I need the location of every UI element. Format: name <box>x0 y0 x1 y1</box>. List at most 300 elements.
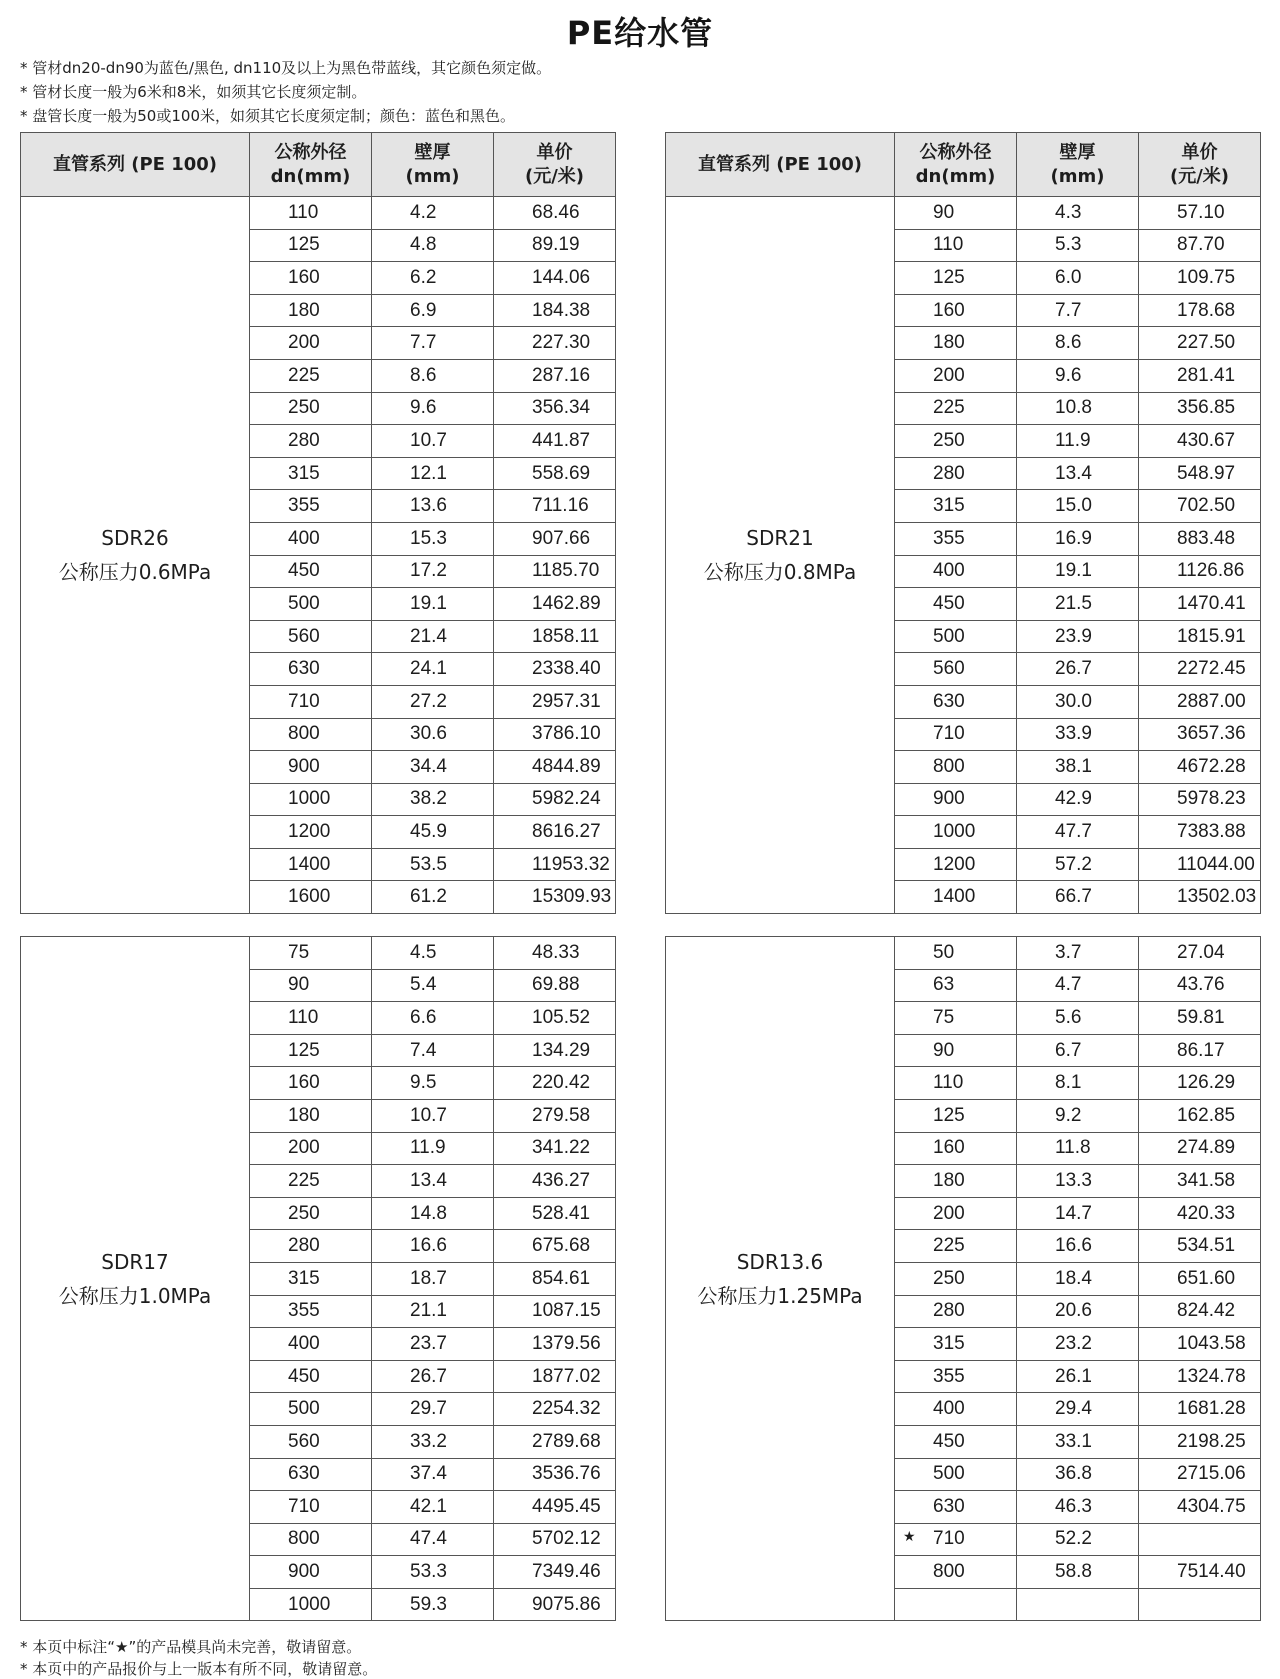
dn-cell: 110 <box>895 1067 1017 1100</box>
price-cell: 1043.58 <box>1139 1328 1261 1361</box>
wall-cell: 42.9 <box>1017 783 1139 816</box>
wall-cell: 30.0 <box>1017 685 1139 718</box>
price-cell: 1815.91 <box>1139 620 1261 653</box>
price-cell: 1681.28 <box>1139 1393 1261 1426</box>
header-price-line2: (元/米) <box>1169 165 1230 187</box>
wall-cell: 30.6 <box>372 718 494 751</box>
price-cell: 8616.27 <box>494 816 616 849</box>
price-cell: 162.85 <box>1139 1099 1261 1132</box>
price-cell: 534.51 <box>1139 1230 1261 1263</box>
wall-cell: 23.7 <box>372 1328 494 1361</box>
wall-cell: 47.7 <box>1017 816 1139 849</box>
note-line: * 盘管长度一般为50或100米，如须其它长度须定制；颜色：蓝色和黑色。 <box>20 107 515 125</box>
dn-cell: 160 <box>895 294 1017 327</box>
price-cell: 711.16 <box>494 490 616 523</box>
dn-cell: 225 <box>250 359 372 392</box>
price-cell: 178.68 <box>1139 294 1261 327</box>
wall-cell: 37.4 <box>372 1458 494 1491</box>
dn-cell: 630 <box>895 685 1017 718</box>
dn-cell: 75 <box>895 1002 1017 1035</box>
price-cell: 287.16 <box>494 359 616 392</box>
wall-cell: 5.4 <box>372 969 494 1002</box>
wall-cell: 58.8 <box>1017 1556 1139 1589</box>
wall-cell: 29.7 <box>372 1393 494 1426</box>
dn-cell: 200 <box>895 1197 1017 1230</box>
wall-cell: 15.3 <box>372 522 494 555</box>
wall-cell: 47.4 <box>372 1523 494 1556</box>
price-cell: 1185.70 <box>494 555 616 588</box>
wall-cell: 10.7 <box>372 425 494 458</box>
table-row <box>666 937 1261 970</box>
wall-cell: 13.3 <box>1017 1165 1139 1198</box>
table-row <box>666 197 1261 230</box>
price-cell: 1858.11 <box>494 620 616 653</box>
wall-cell: 66.7 <box>1017 881 1139 914</box>
wall-cell: 19.1 <box>372 588 494 621</box>
dn-cell: 250 <box>250 392 372 425</box>
dn-cell: 225 <box>895 392 1017 425</box>
dn-cell: 1400 <box>895 881 1017 914</box>
header-price-line2: (元/米) <box>524 165 585 187</box>
dn-cell: 160 <box>895 1132 1017 1165</box>
price-cell: 824.42 <box>1139 1295 1261 1328</box>
star-icon: ★ <box>903 1528 916 1545</box>
header-wall-line1: 壁厚 <box>1059 141 1096 163</box>
price-cell: 883.48 <box>1139 522 1261 555</box>
dn-cell: 250 <box>250 1197 372 1230</box>
price-cell: 68.46 <box>494 197 616 230</box>
price-cell: 341.58 <box>1139 1165 1261 1198</box>
price-cell: 86.17 <box>1139 1034 1261 1067</box>
series-label <box>21 197 250 914</box>
page-title: PE给水管 <box>566 14 714 52</box>
wall-cell: 16.6 <box>1017 1230 1139 1263</box>
price-cell: 144.06 <box>494 262 616 295</box>
wall-cell: 4.5 <box>372 937 494 970</box>
dn-cell: 125 <box>895 1099 1017 1132</box>
header-dn <box>250 133 372 197</box>
wall-cell: 8.1 <box>1017 1067 1139 1100</box>
price-cell: 1087.15 <box>494 1295 616 1328</box>
dn-cell: 125 <box>250 1034 372 1067</box>
pressure-label: 公称压力1.0MPa <box>58 1283 212 1308</box>
wall-cell: 23.2 <box>1017 1328 1139 1361</box>
header-wall-line1: 壁厚 <box>414 141 451 163</box>
dn-cell: 900 <box>895 783 1017 816</box>
wall-cell: 16.6 <box>372 1230 494 1263</box>
dn-cell: 90 <box>895 197 1017 230</box>
wall-cell: 12.1 <box>372 457 494 490</box>
series-label <box>21 937 250 1621</box>
wall-cell: 4.7 <box>1017 969 1139 1002</box>
price-cell: 5982.24 <box>494 783 616 816</box>
wall-cell: 13.4 <box>372 1165 494 1198</box>
price-cell: 4844.89 <box>494 751 616 784</box>
wall-cell: 29.4 <box>1017 1393 1139 1426</box>
dn-cell: 110 <box>250 197 372 230</box>
price-cell: 134.29 <box>494 1034 616 1067</box>
wall-cell: 4.2 <box>372 197 494 230</box>
wall-cell: 5.6 <box>1017 1002 1139 1035</box>
dn-cell: 200 <box>895 359 1017 392</box>
price-cell <box>1139 1588 1261 1621</box>
price-cell: 528.41 <box>494 1197 616 1230</box>
wall-cell: 6.0 <box>1017 262 1139 295</box>
wall-cell: 20.6 <box>1017 1295 1139 1328</box>
price-cell: 2789.68 <box>494 1425 616 1458</box>
dn-cell: 250 <box>895 1262 1017 1295</box>
wall-cell: 6.6 <box>372 1002 494 1035</box>
price-cell: 4495.45 <box>494 1491 616 1524</box>
dn-cell: 800 <box>895 1556 1017 1589</box>
price-table-sdr13-6 <box>665 936 1261 1621</box>
price-cell: 4672.28 <box>1139 751 1261 784</box>
dn-cell: 1600 <box>250 881 372 914</box>
wall-cell: 34.4 <box>372 751 494 784</box>
price-cell: 1462.89 <box>494 588 616 621</box>
price-cell: 227.50 <box>1139 327 1261 360</box>
dn-cell: 315 <box>895 490 1017 523</box>
wall-cell: 4.3 <box>1017 197 1139 230</box>
wall-cell: 27.2 <box>372 685 494 718</box>
dn-cell: 500 <box>895 620 1017 653</box>
wall-cell <box>1017 1588 1139 1621</box>
sdr-label: SDR13.6 <box>736 1249 824 1274</box>
dn-cell: 560 <box>250 1425 372 1458</box>
sdr-label: SDR21 <box>746 526 814 551</box>
header-dn-line2: dn(mm) <box>915 165 996 187</box>
dn-cell: 900 <box>250 1556 372 1589</box>
header-price-line1: 单价 <box>536 141 573 163</box>
price-cell: 2338.40 <box>494 653 616 686</box>
wall-cell: 14.8 <box>372 1197 494 1230</box>
dn-cell: 500 <box>250 588 372 621</box>
price-cell: 558.69 <box>494 457 616 490</box>
wall-cell: 33.2 <box>372 1425 494 1458</box>
dn-cell: 630 <box>895 1491 1017 1524</box>
dn-cell: 180 <box>250 1099 372 1132</box>
price-cell: 854.61 <box>494 1262 616 1295</box>
price-cell: 1324.78 <box>1139 1360 1261 1393</box>
price-cell: 220.42 <box>494 1067 616 1100</box>
price-cell: 2198.25 <box>1139 1425 1261 1458</box>
dn-cell: 450 <box>250 1360 372 1393</box>
price-cell: 3657.36 <box>1139 718 1261 751</box>
price-cell: 126.29 <box>1139 1067 1261 1100</box>
note-line: * 管材长度一般为6米和8米，如须其它长度须定制。 <box>20 83 367 101</box>
wall-cell: 15.0 <box>1017 490 1139 523</box>
dn-cell: 110 <box>895 229 1017 262</box>
wall-cell: 9.2 <box>1017 1099 1139 1132</box>
dn-cell: 400 <box>895 1393 1017 1426</box>
price-cell: 11953.32 <box>494 848 616 881</box>
header-row <box>666 133 1261 197</box>
wall-cell: 61.2 <box>372 881 494 914</box>
table-row <box>21 197 616 230</box>
price-cell: 2272.45 <box>1139 653 1261 686</box>
wall-cell: 59.3 <box>372 1588 494 1621</box>
price-cell: 420.33 <box>1139 1197 1261 1230</box>
wall-cell: 26.7 <box>372 1360 494 1393</box>
dn-cell: 800 <box>250 1523 372 1556</box>
price-cell: 89.19 <box>494 229 616 262</box>
wall-cell: 13.4 <box>1017 457 1139 490</box>
series-label <box>666 937 895 1621</box>
price-cell: 7514.40 <box>1139 1556 1261 1589</box>
price-cell: 48.33 <box>494 937 616 970</box>
header-dn <box>895 133 1017 197</box>
dn-cell: 560 <box>250 620 372 653</box>
wall-cell: 16.9 <box>1017 522 1139 555</box>
pressure-label: 公称压力0.6MPa <box>58 560 212 585</box>
header-wall-line2: (mm) <box>1050 165 1105 187</box>
wall-cell: 3.7 <box>1017 937 1139 970</box>
wall-cell: 11.9 <box>372 1132 494 1165</box>
header-wall <box>1017 133 1139 197</box>
wall-cell: 9.5 <box>372 1067 494 1100</box>
dn-cell: 500 <box>250 1393 372 1426</box>
price-cell: 69.88 <box>494 969 616 1002</box>
price-cell: 1470.41 <box>1139 588 1261 621</box>
dn-cell: 710 <box>895 718 1017 751</box>
wall-cell: 18.4 <box>1017 1262 1139 1295</box>
wall-cell: 26.7 <box>1017 653 1139 686</box>
price-cell: 2715.06 <box>1139 1458 1261 1491</box>
wall-cell: 38.2 <box>372 783 494 816</box>
series-label <box>666 197 895 914</box>
wall-cell: 18.7 <box>372 1262 494 1295</box>
dn-cell: 1000 <box>250 783 372 816</box>
dn-cell: 315 <box>250 1262 372 1295</box>
footer-line: * 本页中标注“★”的产品模具尚未完善，敬请留意。 <box>20 1638 362 1656</box>
dn-cell: 355 <box>895 522 1017 555</box>
price-table-sdr26 <box>20 132 616 914</box>
price-cell: 356.34 <box>494 392 616 425</box>
dn-cell: 75 <box>250 937 372 970</box>
price-cell <box>1139 1523 1261 1556</box>
wall-cell: 10.7 <box>372 1099 494 1132</box>
wall-cell: 21.5 <box>1017 588 1139 621</box>
price-cell: 1126.86 <box>1139 555 1261 588</box>
price-cell: 7349.46 <box>494 1556 616 1589</box>
price-table-sdr17 <box>20 936 616 1621</box>
price-cell: 2254.32 <box>494 1393 616 1426</box>
price-cell: 441.87 <box>494 425 616 458</box>
header-wall-line2: (mm) <box>405 165 460 187</box>
dn-cell: 355 <box>250 490 372 523</box>
wall-cell: 57.2 <box>1017 848 1139 881</box>
dn-cell: 800 <box>250 718 372 751</box>
price-cell: 279.58 <box>494 1099 616 1132</box>
header-price <box>494 133 616 197</box>
header-row <box>21 133 616 197</box>
dn-cell: 63 <box>895 969 1017 1002</box>
price-cell: 548.97 <box>1139 457 1261 490</box>
dn-cell <box>895 1523 1017 1556</box>
dn-cell: 180 <box>895 327 1017 360</box>
wall-cell: 19.1 <box>1017 555 1139 588</box>
dn-cell: 560 <box>895 653 1017 686</box>
dn-cell: 355 <box>895 1360 1017 1393</box>
sdr-label: SDR17 <box>101 1249 169 1274</box>
dn-cell: 1200 <box>250 816 372 849</box>
wall-cell: 7.7 <box>372 327 494 360</box>
price-cell: 675.68 <box>494 1230 616 1263</box>
dn-cell: 280 <box>250 1230 372 1263</box>
dn-cell: 180 <box>895 1165 1017 1198</box>
dn-cell: 1200 <box>895 848 1017 881</box>
price-cell: 907.66 <box>494 522 616 555</box>
wall-cell: 11.9 <box>1017 425 1139 458</box>
dn-cell: 450 <box>250 555 372 588</box>
dn-cell: 710 <box>250 1491 372 1524</box>
wall-cell: 10.8 <box>1017 392 1139 425</box>
table-row <box>21 937 616 970</box>
wall-cell: 9.6 <box>1017 359 1139 392</box>
price-cell: 281.41 <box>1139 359 1261 392</box>
price-cell: 9075.86 <box>494 1588 616 1621</box>
dn-cell: 160 <box>250 262 372 295</box>
dn-cell: 400 <box>250 1328 372 1361</box>
dn-cell: 225 <box>895 1230 1017 1263</box>
dn-cell: 110 <box>250 1002 372 1035</box>
wall-cell: 26.1 <box>1017 1360 1139 1393</box>
wall-cell: 52.2 <box>1017 1523 1139 1556</box>
dn-cell: 355 <box>250 1295 372 1328</box>
dn-cell: 200 <box>250 1132 372 1165</box>
price-cell: 13502.03 <box>1139 881 1261 914</box>
dn-cell: 90 <box>250 969 372 1002</box>
price-cell: 702.50 <box>1139 490 1261 523</box>
dn-cell: 280 <box>895 1295 1017 1328</box>
dn-cell: 280 <box>895 457 1017 490</box>
dn-cell: 450 <box>895 1425 1017 1458</box>
price-cell: 4304.75 <box>1139 1491 1261 1524</box>
dn-cell: 450 <box>895 588 1017 621</box>
wall-cell: 21.1 <box>372 1295 494 1328</box>
price-cell: 430.67 <box>1139 425 1261 458</box>
price-cell: 3786.10 <box>494 718 616 751</box>
header-price-line1: 单价 <box>1181 141 1218 163</box>
dn-value: 710 <box>933 1528 965 1550</box>
price-cell: 1877.02 <box>494 1360 616 1393</box>
price-cell: 11044.00 <box>1139 848 1261 881</box>
dn-cell: 180 <box>250 294 372 327</box>
wall-cell: 53.5 <box>372 848 494 881</box>
dn-cell: 160 <box>250 1067 372 1100</box>
dn-cell: 500 <box>895 1458 1017 1491</box>
dn-cell: 200 <box>250 327 372 360</box>
price-cell: 59.81 <box>1139 1002 1261 1035</box>
wall-cell: 11.8 <box>1017 1132 1139 1165</box>
sdr-label: SDR26 <box>101 526 169 551</box>
wall-cell: 53.3 <box>372 1556 494 1589</box>
price-cell: 436.27 <box>494 1165 616 1198</box>
dn-cell: 400 <box>895 555 1017 588</box>
dn-cell: 1000 <box>250 1588 372 1621</box>
wall-cell: 7.7 <box>1017 294 1139 327</box>
wall-cell: 6.7 <box>1017 1034 1139 1067</box>
wall-cell: 6.2 <box>372 262 494 295</box>
header-series: 直管系列 (PE 100) <box>21 133 250 197</box>
wall-cell: 46.3 <box>1017 1491 1139 1524</box>
price-cell: 651.60 <box>1139 1262 1261 1295</box>
price-cell: 2957.31 <box>494 685 616 718</box>
dn-cell: 90 <box>895 1034 1017 1067</box>
price-cell: 3536.76 <box>494 1458 616 1491</box>
note-line: * 管材dn20-dn90为蓝色/黑色, dn110及以上为黑色带蓝线，其它颜色须定做。 <box>20 59 552 77</box>
footer-notes <box>20 1636 377 1679</box>
dn-cell: 50 <box>895 937 1017 970</box>
price-cell: 7383.88 <box>1139 816 1261 849</box>
price-table-sdr21 <box>665 132 1261 914</box>
wall-cell: 23.9 <box>1017 620 1139 653</box>
price-cell: 27.04 <box>1139 937 1261 970</box>
wall-cell: 17.2 <box>372 555 494 588</box>
price-cell: 105.52 <box>494 1002 616 1035</box>
dn-cell <box>895 1588 1017 1621</box>
wall-cell: 6.9 <box>372 294 494 327</box>
header-dn-line1: 公称外径 <box>274 141 347 163</box>
dn-cell: 1400 <box>250 848 372 881</box>
wall-cell: 7.4 <box>372 1034 494 1067</box>
wall-cell: 38.1 <box>1017 751 1139 784</box>
wall-cell: 8.6 <box>1017 327 1139 360</box>
wall-cell: 45.9 <box>372 816 494 849</box>
dn-cell: 1000 <box>895 816 1017 849</box>
dn-cell: 630 <box>250 653 372 686</box>
price-cell: 5978.23 <box>1139 783 1261 816</box>
price-cell: 227.30 <box>494 327 616 360</box>
price-cell: 109.75 <box>1139 262 1261 295</box>
wall-cell: 8.6 <box>372 359 494 392</box>
dn-cell: 900 <box>250 751 372 784</box>
price-cell: 57.10 <box>1139 197 1261 230</box>
wall-cell: 42.1 <box>372 1491 494 1524</box>
dn-cell: 250 <box>895 425 1017 458</box>
wall-cell: 36.8 <box>1017 1458 1139 1491</box>
price-cell: 184.38 <box>494 294 616 327</box>
price-cell: 341.22 <box>494 1132 616 1165</box>
wall-cell: 9.6 <box>372 392 494 425</box>
header-series: 直管系列 (PE 100) <box>666 133 895 197</box>
pressure-label: 公称压力0.8MPa <box>703 560 857 585</box>
dn-cell: 630 <box>250 1458 372 1491</box>
header-wall <box>372 133 494 197</box>
price-cell: 15309.93 <box>494 881 616 914</box>
dn-cell: 225 <box>250 1165 372 1198</box>
dn-cell: 125 <box>250 229 372 262</box>
header-dn-line1: 公称外径 <box>919 141 992 163</box>
price-cell: 2887.00 <box>1139 685 1261 718</box>
dn-cell: 400 <box>250 522 372 555</box>
price-cell: 274.89 <box>1139 1132 1261 1165</box>
price-cell: 5702.12 <box>494 1523 616 1556</box>
price-cell: 356.85 <box>1139 392 1261 425</box>
dn-cell: 315 <box>250 457 372 490</box>
header-price <box>1139 133 1261 197</box>
price-cell: 43.76 <box>1139 969 1261 1002</box>
dn-cell: 280 <box>250 425 372 458</box>
wall-cell: 33.9 <box>1017 718 1139 751</box>
pressure-label: 公称压力1.25MPa <box>697 1283 863 1308</box>
wall-cell: 5.3 <box>1017 229 1139 262</box>
dn-cell: 315 <box>895 1328 1017 1361</box>
price-cell: 1379.56 <box>494 1328 616 1361</box>
wall-cell: 13.6 <box>372 490 494 523</box>
wall-cell: 21.4 <box>372 620 494 653</box>
dn-cell: 800 <box>895 751 1017 784</box>
